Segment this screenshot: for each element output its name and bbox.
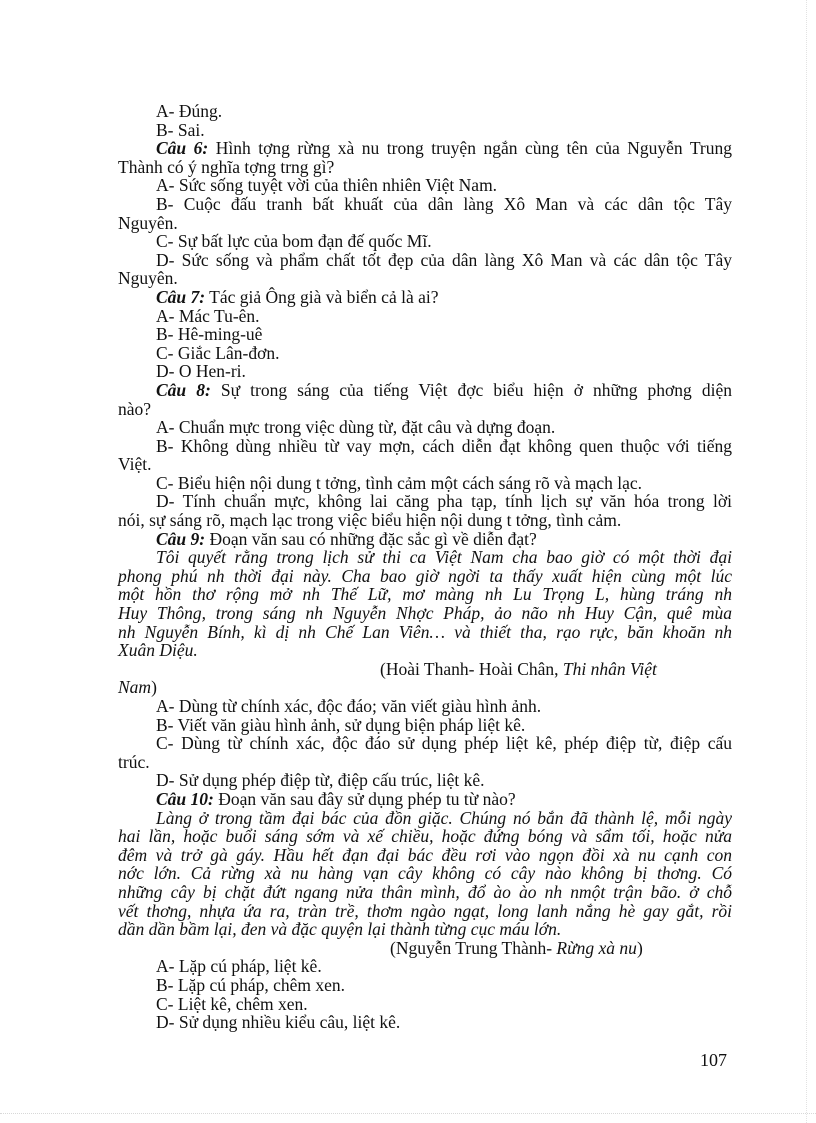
quote-line: vết thơng, nhựa ứa ra, tràn trề, thơm ngào ngạt, long lanh nắng hè gay gắt, rồi [118,900,732,921]
question-8 [118,381,732,400]
answer-c: C- Biểu hiện nội dung t tởng, tình cảm một cách sáng rõ và mạch lạc. [156,472,643,493]
question-label: Câu 8: [156,379,211,400]
question-text-cont: nào? [118,398,152,419]
answer-a: A- Lặp cú pháp, liệt kê. [156,956,322,977]
question-text: Tác giả Ông già và biển cả là ai? [205,286,439,307]
answer-d: D- Sức sống và phẩm chất tốt đẹp của dân làng Xô Man và các dân tộc Tây [156,249,732,270]
source-author: (Nguyễn Trung Thành- [390,937,557,958]
question-6 [118,139,732,158]
question-label: Câu 10: [156,788,214,809]
answer-d: D- O Hen-ri. [156,361,246,382]
page-number: 107 [700,1050,727,1070]
answer-c: C- Liệt kê, chêm xen. [156,993,308,1014]
quote-line: Huy Thông, trong sáng nh Nguyễn Nhợc Pháp, ảo não nh Huy Cận, quê mùa [118,603,732,624]
answer-b: B- Viết văn giàu hình ảnh, sử dụng biện pháp liệt kê. [156,714,526,735]
answer-b: B- Không dùng nhiều từ vay mợn, cách diễn đạt không quen thuộc với tiếng [156,435,732,456]
answer-b: B- Cuộc đấu tranh bất khuất của dân làng Xô Man và các dân tộc Tây [156,193,732,214]
answer-d: D- Sử dụng phép điệp từ, điệp cấu trúc, liệt kê. [156,770,485,791]
answer-b-cont: Nguyên. [118,212,178,233]
question-label: Câu 6: [156,138,209,159]
question-text-cont: Thành có ý nghĩa tợng trng gì? [118,156,335,177]
quote-line: hai lần, hoặc buổi sáng sớm và xế chiều, hoặc đứng bóng và sẩm tối, hoặc nửa [118,826,732,847]
source-close: ) [636,937,643,958]
answer-b: B- Lặp cú pháp, chêm xen. [156,974,346,995]
quote-line: Tôi quyết rằng trong lịch sử thi ca Việt Nam cha bao giờ có một thời đại [156,547,732,568]
answer-b: B- Sai. [156,119,205,140]
quote-line: Xuân Diệu. [118,640,198,661]
answer-c-cont: trúc. [118,751,150,772]
answer-a: A- Mác Tu-ên. [156,305,260,326]
page-border-bottom [0,1113,816,1114]
source-author: (Hoài Thanh- Hoài Chân, [380,658,563,679]
quote-line: một hồn thơ rộng mở nh Thế Lữ, mơ màng nh Lu Trọng L, hùng tráng nh [118,584,732,605]
answer-c: C- Sự bất lực của bom đạn đế quốc Mĩ. [156,231,432,252]
question-text: Sự trong sáng của tiếng Việt đợc biểu hiện ở những phơng diện [210,379,732,400]
answer-b: B- Hê-ming-uê [156,324,263,345]
quote-source-cont [118,678,732,697]
quote-line: đêm và trở gà gáy. Hầu hết đạn đại bác đều rơi vào ngọn đồi xà nu cạnh con [118,844,732,865]
quote-line: những cây bị chặt đứt ngang nửa thân mình, đổ ào ào nh nmột trận bão. ở chỗ [118,881,732,902]
page-content [118,102,732,1032]
quote-source [118,660,732,679]
question-text: Đoạn văn sau đây sử dụng phép tu từ nào? [213,788,516,809]
quote-line: Làng ở trong tầm đại bác của đồn giặc. Chúng nó bắn đã thành lệ, mỗi ngày [156,807,732,828]
question-9 [118,530,732,549]
question-10 [118,790,732,809]
answer-c: C- Giắc Lân-đơn. [156,342,280,363]
question-text: Hình tợng rừng xà nu trong truyện ngắn cùng tên của Nguyễn Trung [208,138,732,159]
source-close: ) [151,677,157,698]
source-title: Rừng xà nu [556,937,637,958]
answer-a: A- Sức sống tuyệt vời của thiên nhiên Việt Nam. [156,175,498,196]
answer-d: D- Tính chuẩn mực, không lai căng pha tạp, tính lịch sự văn hóa trong lời [156,491,732,512]
answer-a: A- Chuẩn mực trong việc dùng từ, đặt câu và dựng đoạn. [156,417,556,438]
answer-a: A- Dùng từ chính xác, độc đáo; văn viết giàu hình ảnh. [156,696,542,716]
quote-line: phong phú nh thời đại này. Cha bao giờ ngời ta thấy xuất hiện cùng một lúc [118,565,732,586]
answer-d-cont: Nguyên. [118,268,178,289]
answer-b-cont: Việt. [118,454,152,475]
answer-a: A- Đúng. [156,101,223,121]
quote-line: nớc lớn. Cả rừng xà nu hàng vạn cây không có cây nào không bị thơng. Có [118,863,732,884]
question-label: Câu 7: [156,286,206,307]
answer-d-cont: nói, sự sáng rõ, mạch lạc trong việc biểu hiện nội dung t tởng, tình cảm. [118,510,622,531]
page-border-right [806,0,807,1123]
question-label: Câu 9: [156,528,206,549]
source-title-cont: Nam [118,677,152,698]
answer-c: C- Dùng từ chính xác, độc đáo sử dụng phép liệt kê, phép điệp từ, điệp cấu [156,733,732,754]
question-7 [118,288,732,307]
quote-source [118,939,732,958]
question-text: Đoạn văn sau có những đặc sắc gì về diễn đạt? [205,528,537,549]
answer-d: D- Sử dụng nhiều kiểu câu, liệt kê. [156,1012,401,1033]
quote-line: dần dần bầm lại, đen và đặc quyện lại thành từng cục máu lớn. [118,919,562,940]
quote-line: nh Nguyễn Bính, kì dị nh Chế Lan Viên… và thiết tha, rạo rực, băn khoăn nh [118,621,732,642]
source-title: Thi nhân Việt [562,658,657,679]
